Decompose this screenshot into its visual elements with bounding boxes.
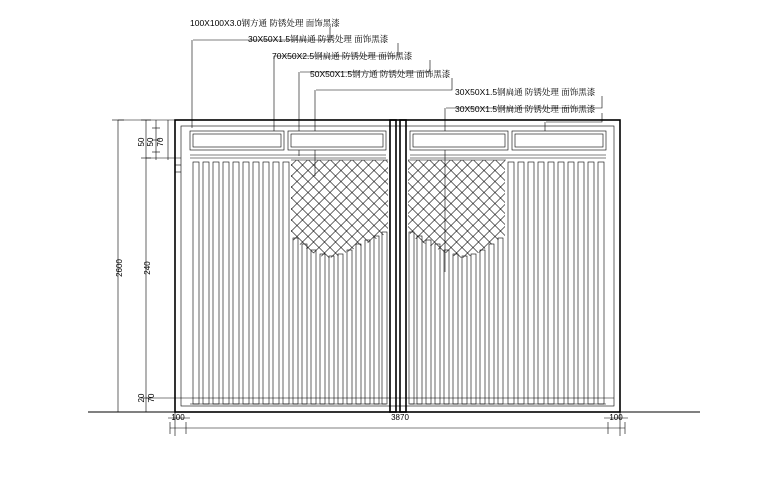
annotation-labels	[190, 18, 596, 114]
dim-top-50a: 50	[137, 137, 146, 147]
gate-frame	[175, 120, 620, 412]
annotation-text-2: 30X50X1.5钢扁通 防锈处理 面饰黑漆	[248, 34, 389, 44]
dim-right-100: 100	[609, 413, 623, 422]
mesh-panel-right	[408, 160, 506, 260]
dim-bottom-20: 20	[137, 393, 146, 403]
dim-left-100: 100	[171, 413, 185, 422]
annotation-text-5: 30X50X1.5钢扁通 防锈处理 面饰黑漆	[455, 87, 596, 97]
annotation-text-4: 50X50X1.5钢方通 防锈处理 面饰黑漆	[310, 69, 451, 79]
annotation-text-1: 100X100X3.0钢方通 防锈处理 面饰黑漆	[190, 18, 340, 28]
header-band-left	[190, 131, 386, 158]
dim-bottom-70: 70	[147, 393, 156, 403]
dim-overall-height: 2600	[115, 259, 124, 277]
bottom-rail	[181, 398, 614, 404]
annotation-text-6: 30X50X1.5钢扁通 防锈处理 面饰黑漆	[455, 104, 596, 114]
annotation-text-3: 70X50X2.5钢扁通 防锈处理 面饰黑漆	[272, 51, 413, 61]
header-band-right	[410, 131, 606, 158]
dim-span-3870: 3870	[391, 413, 409, 422]
dim-mid-height: 240	[143, 261, 152, 275]
dim-top-50b: 50	[146, 137, 155, 147]
dim-top-70: 70	[156, 137, 165, 147]
